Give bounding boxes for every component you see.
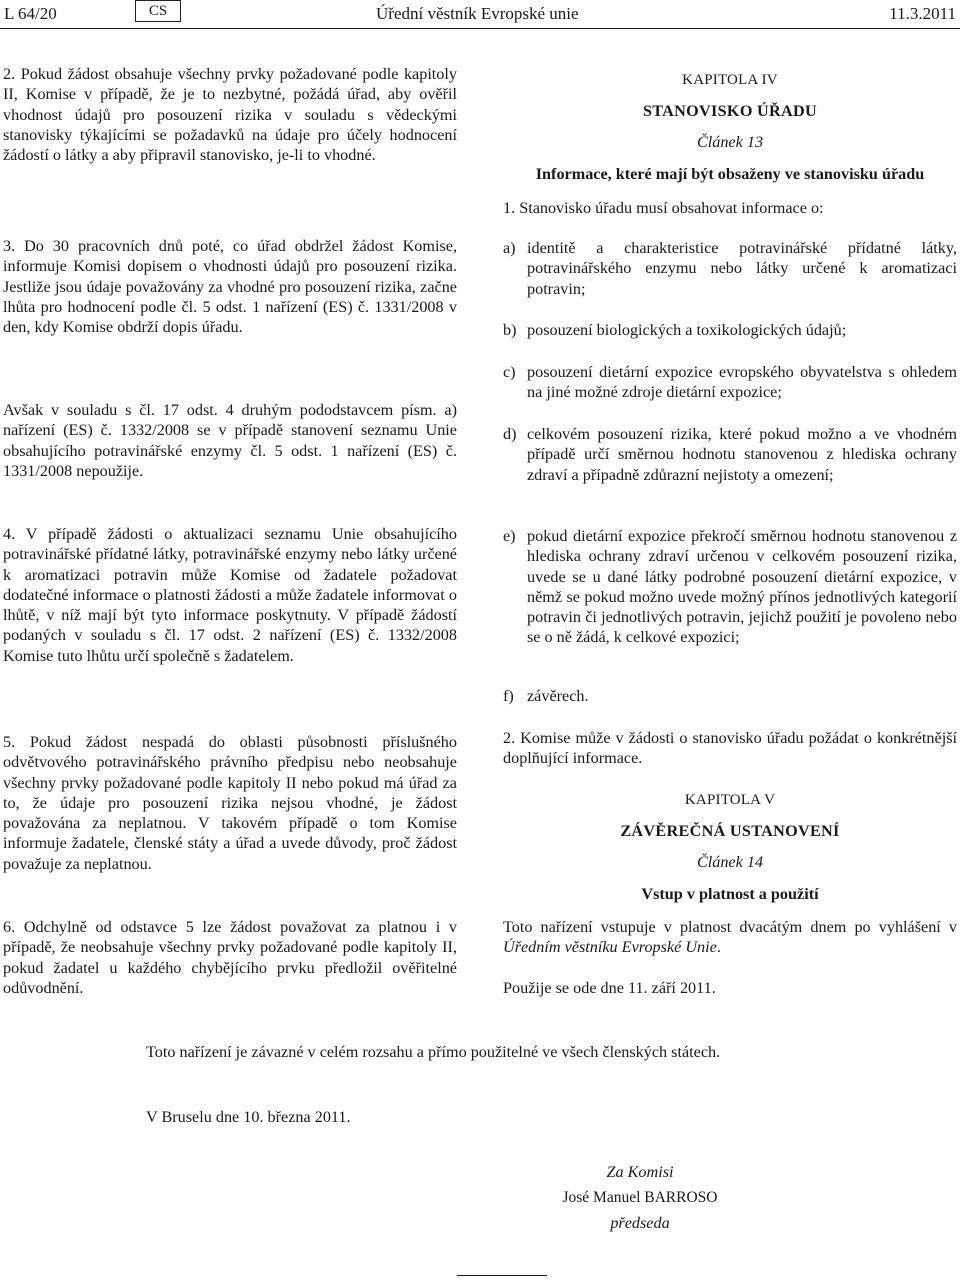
list-item-label: e) xyxy=(503,527,516,545)
chapter-4-heading: KAPITOLA IV xyxy=(682,72,778,88)
signatory-name: José Manuel BARROSO xyxy=(562,1189,718,1206)
list-item-label: d) xyxy=(503,425,517,443)
article-13-title: Informace, které mají být obsaženy ve stanovisku úřadu xyxy=(535,165,925,183)
list-item-label: f) xyxy=(503,687,514,705)
article-14-title: Vstup v platnost a použití xyxy=(641,885,819,903)
chapter-5-heading: KAPITOLA V xyxy=(684,792,776,808)
for-commission: Za Komisi xyxy=(606,1163,674,1181)
page-reference: L 64/20 xyxy=(4,4,57,23)
chapter-4-title: STANOVISKO ÚŘADU xyxy=(642,102,818,120)
list-item-label: b) xyxy=(503,321,517,339)
list-item-text: posouzení dietární expozice evropského obyvatelstva s ohledem na jiné možné zdroje dietární expozice; xyxy=(527,363,957,402)
paragraph-5: 5. Pokud žádost nespadá do oblasti působnosti příslušného odvětvového potravinářského právního předpisu nebo neobsahuje všechny prvky požadované podle kapitoly II nebo pokud má úřad za to, že údaje pro posouzení rizika nejsou vhodné, je žádost považována za neplatnou. V takovém případě o tom Komise informuje žadatele, členské státy a úřad a uvede důvody, proč žádost považuje za neplatnou. xyxy=(3,733,457,873)
list-item-text: posouzení biologických a toxikologických údajů; xyxy=(527,321,847,339)
signatory-role: předseda xyxy=(610,1214,670,1232)
place-and-date: V Bruselu dne 10. března 2011. xyxy=(146,1108,351,1126)
header-divider xyxy=(0,28,960,29)
list-item-label: a) xyxy=(503,239,516,257)
paragraph-6: 6. Odchylně od odstavce 5 lze žádost považovat za platnou i v případě, že neobsahuje všechny prvky požadované podle kapitoly II, pokud žadatel u každého chybějícího prvku předložil ověřitelné odůvodnění. xyxy=(3,918,457,997)
list-item-text: závěrech. xyxy=(527,687,589,705)
paragraph-3-subparagraph: Avšak v souladu s čl. 17 odst. 4 druhým pododstavcem písm. a) nařízení (ES) č. 1332/2008 se v případě stanovení seznamu Unie obsahujícího potravinářské enzymy čl. 5 odst. 1 nařízení (ES) č. 1331/2008 nepoužije. xyxy=(3,401,457,480)
binding-statement: Toto nařízení je závazné v celém rozsahu a přímo použitelné ve všech členských státech. xyxy=(146,1043,721,1061)
paragraph-3: 3. Do 30 pracovních dnů poté, co úřad obdržel žádost Komise, informuje Komisi dopisem o vhodnosti údajů pro posouzení rizika. Jestliže jsou údaje považovány za vhodné pro posouzení rizika, začne lhůta pro hodnocení podle čl. 5 odst. 1 nařízení (ES) č. 1331/2008 v den, kdy Komise obdrží dopis úřadu. xyxy=(3,237,457,337)
list-item-label: c) xyxy=(503,363,516,381)
language-badge: CS xyxy=(135,0,181,22)
entry-text-end: . xyxy=(716,938,721,957)
article-13-paragraph-1: 1. Stanovisko úřadu musí obsahovat informace o: xyxy=(503,199,824,217)
footnote-rule xyxy=(457,1275,547,1276)
chapter-5-title: ZÁVĚREČNÁ USTANOVENÍ xyxy=(620,822,840,840)
paragraph-4: 4. V případě žádosti o aktualizaci seznamu Unie obsahujícího potravinářské přídatné látky, potravinářské enzymy nebo látky určené k aromatizaci potravin může Komise od žadatele požadovat dodatečné informace o platnosti žádosti a může žadatele informovat o lhůtě, v níž mají být tyto informace poskytnuty. V případě žádostí podaných v souladu s čl. 17 odst. 2 nařízení (ES) č. 1332/2008 Komise tuto lhůtu určí společně s žadatelem. xyxy=(3,525,457,665)
list-item-text: celkovém posouzení rizika, které pokud možno a ve vhodném případě určí směrnou hodnotu stanovenou z hlediska ochrany zdraví a případně zdůrazní nejistoty a omezení; xyxy=(527,425,957,484)
journal-header xyxy=(0,0,960,30)
journal-name: Úředním věstníku Evropské Unie xyxy=(503,938,717,957)
article-13-heading: Článek 13 xyxy=(696,133,764,151)
paragraph-2: 2. Pokud žádost obsahuje všechny prvky požadované podle kapitoly II, Komise v případě, že je to nezbytné, požádá úřad, aby ověřil vhodnost údajů pro posouzení rizika v souladu s vědeckými stanovisky týkajícími se požadavků na údaje pro účely hodnocení žádostí o látky a aby připravil stanovisko, je-li to vhodné. xyxy=(3,65,457,165)
journal-title: Úřední věstník Evropské unie xyxy=(376,4,579,23)
application-date: Použije se ode dne 11. září 2011. xyxy=(503,979,716,997)
article-13-paragraph-2: 2. Komise může v žádosti o stanovisko úřadu požádat o konkrétnější doplňující informace. xyxy=(503,729,957,768)
article-14-heading: Článek 14 xyxy=(696,853,764,871)
entry-text: Toto nařízení vstupuje v platnost dvacátým dnem po vyhlášení v xyxy=(503,918,957,936)
issue-date: 11.3.2011 xyxy=(889,4,956,23)
entry-into-force xyxy=(503,917,957,958)
list-item-text: identitě a charakteristice potravinářské přídatné látky, potravinářského enzymu nebo látky určené k aromatizaci potravin; xyxy=(527,239,957,298)
list-item-text: pokud dietární expozice překročí směrnou hodnotu stanovenou z hlediska ochrany zdraví určenou v celkovém posouzení rizika, uvede se u dané látky podrobné posouzení dietární expozice, v němž se pokud možno uvede možný přínos jednotlivých kategorií potravin či jednotlivých potravin, jejichž použití je povoleno nebo se o ně žádá, k celkové expozici; xyxy=(527,527,957,647)
